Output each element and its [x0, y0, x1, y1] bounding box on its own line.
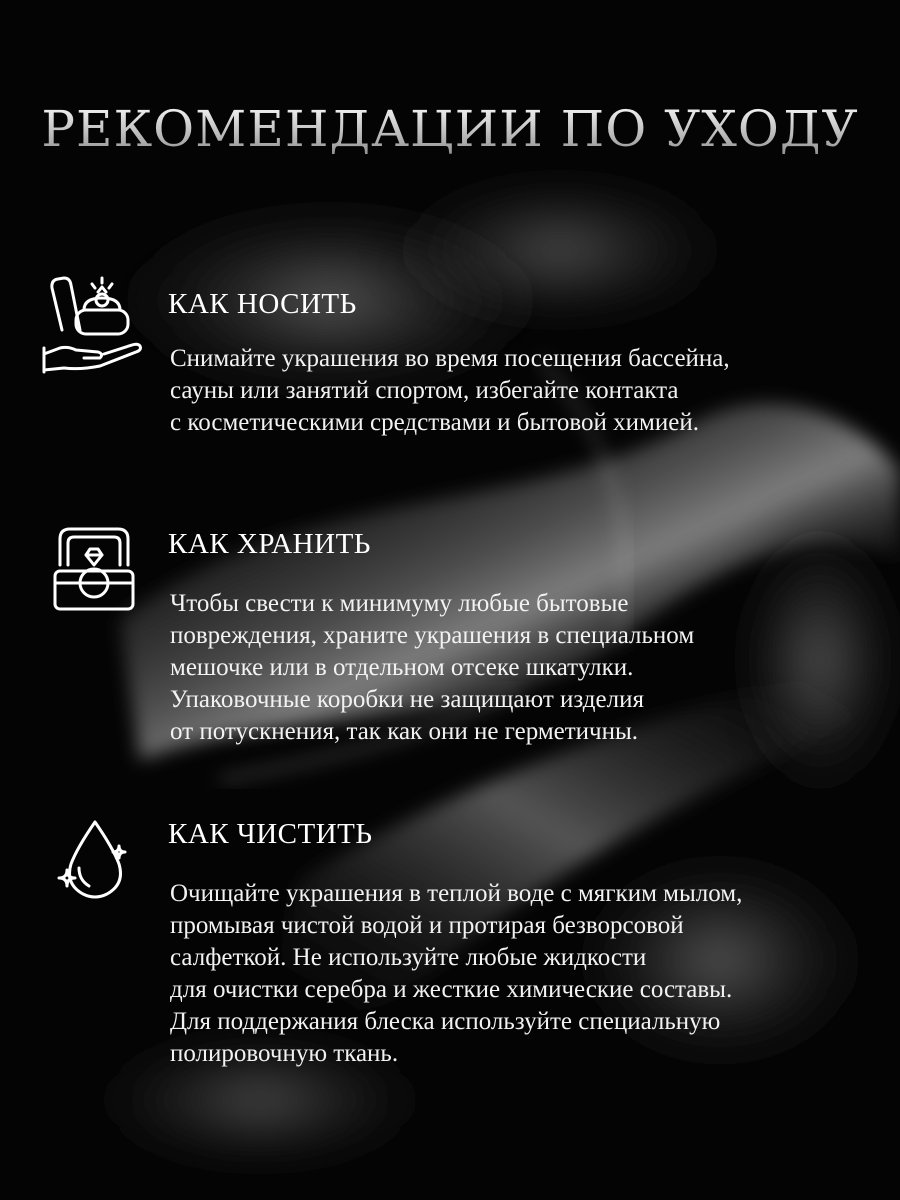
- text-line: с косметическими средствами и бытовой химией.: [170, 409, 699, 436]
- text-line: Для поддержания блеска используйте специальную: [170, 1008, 721, 1035]
- text-line: от потускнения, так как они не герметичны.: [170, 718, 639, 745]
- text-line: для очистки серебра и жесткие химические составы.: [170, 976, 733, 1003]
- section-heading: КАК ХРАНИТЬ: [168, 528, 371, 560]
- ring-box-in-hand-icon: [40, 270, 145, 380]
- section-text: [170, 878, 870, 1070]
- page-title: РЕКОМЕНДАЦИИ ПО УХОДУ: [0, 100, 900, 158]
- text-line: полировочную ткань.: [170, 1040, 399, 1067]
- text-line: мешочке или в отдельном отсеке шкатулки.: [170, 654, 634, 681]
- text-line: повреждения, храните украшения в специальном: [170, 622, 695, 649]
- section-text: [170, 588, 870, 748]
- sparkling-drop-icon: [55, 818, 135, 900]
- ring-box-icon: [52, 525, 136, 615]
- text-line: салфеткой. Не используйте любые жидкости: [170, 944, 647, 971]
- text-line: Чтобы свести к минимуму любые бытовые: [170, 590, 629, 617]
- text-line: промывая чистой водой и протирая безворсовой: [170, 912, 684, 939]
- text-line: Очищайте украшения в теплой воде с мягким мылом,: [170, 880, 743, 907]
- section-heading: КАК ЧИСТИТЬ: [168, 818, 373, 850]
- text-line: Снимайте украшения во время посещения бассейна,: [170, 345, 730, 372]
- text-line: Упаковочные коробки не защищают изделия: [170, 686, 644, 713]
- section-heading: КАК НОСИТЬ: [168, 288, 357, 320]
- text-line: сауны или занятий спортом, избегайте контакта: [170, 377, 679, 404]
- section-text: [170, 343, 870, 439]
